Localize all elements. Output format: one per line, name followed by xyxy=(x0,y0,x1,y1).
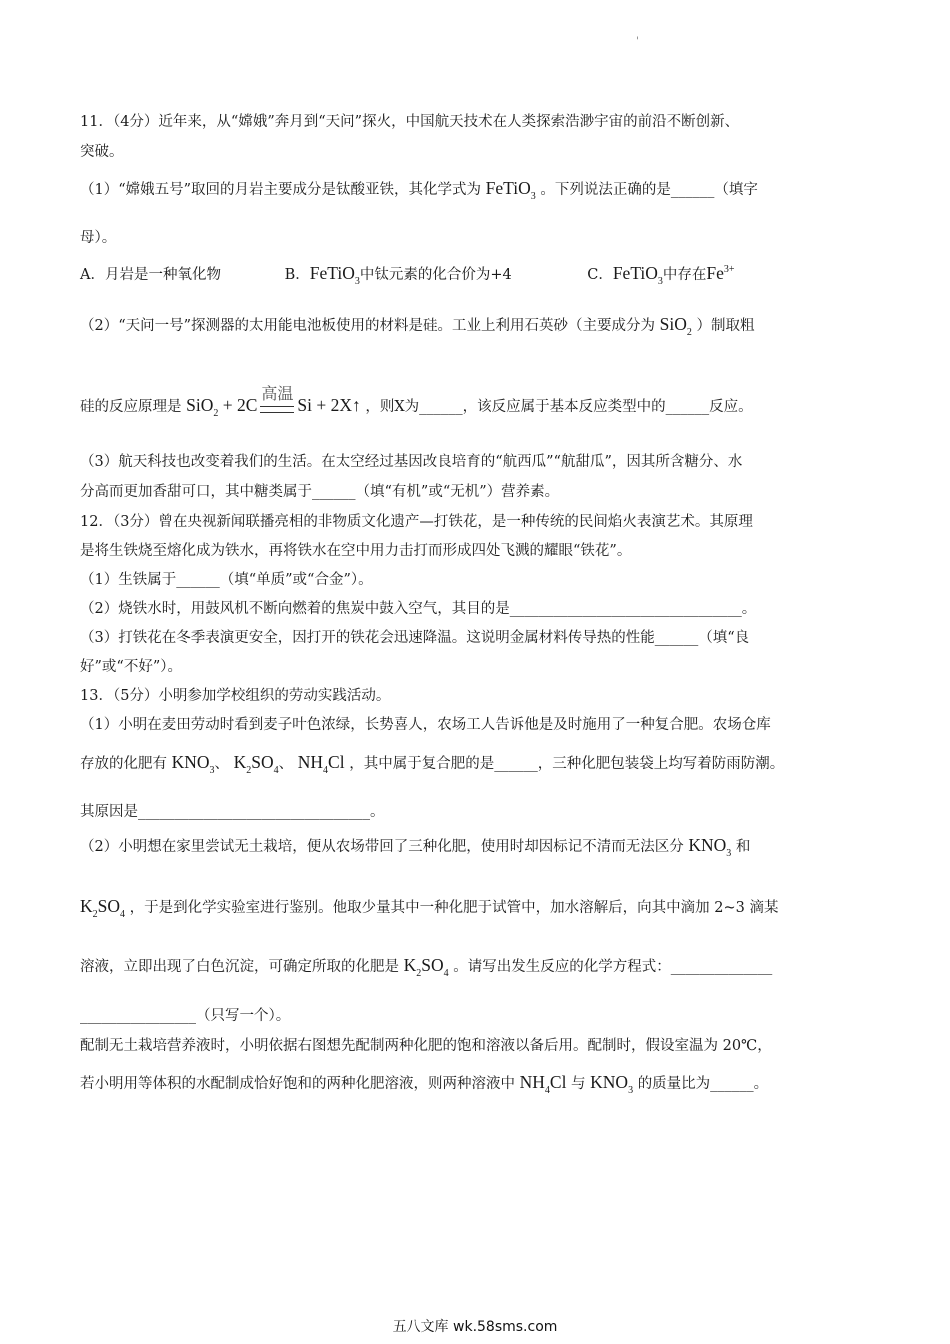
q13-part3-text-a: 若小明用等体积的水配制成恰好饱和的两种化肥溶液，则两种溶液中 xyxy=(80,1076,515,1092)
q13-part3-line2 xyxy=(80,1072,880,1101)
nh4cl-formula: $NH_4Cl$ xyxy=(519,1072,567,1096)
q11-part2-text-d: ，则X为______，该反应属于基本反应类型中的______反应。 xyxy=(365,399,753,415)
q13-part1-line2: 存放的化肥有 $KNO_3$、 $K_2SO_4$、 $NH_4Cl$ ，其中属于复合肥的是______，三种化肥包装袋上均写着防雨防潮。 xyxy=(80,752,785,776)
option-a: A．月岩是一种氧化物 xyxy=(80,267,221,283)
q13-part3-text-b: 的质量比为______。 xyxy=(637,1076,769,1092)
q11-stem-line1: 11．（4分）近年来，从“嫦娥”奔月到“天问”探火，中国航天技术在人类探索浩渺宇宙的前沿不断创新、 xyxy=(80,114,740,130)
q11-options xyxy=(80,260,880,292)
kno3-formula: $KNO_3$ xyxy=(590,1072,634,1096)
kno3-formula: $KNO_3$ xyxy=(171,752,215,776)
q11-part2-line1 xyxy=(80,314,880,343)
k2so4-formula: $K_2SO_4$ xyxy=(233,752,279,776)
q11-part1 xyxy=(80,178,880,207)
q13-part2-text-c: 溶液，立即出现了白色沉淀，可确定所取的化肥是 xyxy=(80,959,399,975)
q13-stem: 13．（5分）小明参加学校组织的劳动实践活动。 xyxy=(80,688,391,704)
header-mark: ' xyxy=(636,36,639,47)
footer-watermark: 五八文库 wk.58sms.com xyxy=(392,1319,558,1335)
q13-part1-text-a: 存放的化肥有 xyxy=(80,756,167,772)
q11-part2-text-a: （2）“天问一号”探测器的太用能电池板使用的材料是硅。工业上利用石英砂（主要成分为 xyxy=(80,318,656,334)
option-c: C．FeTiO$_3$中存在$Fe^{3+}$ xyxy=(587,263,735,287)
q11-part2-text-c: 硅的反应原理是 xyxy=(80,399,182,415)
k2so4-formula: $K_2SO_4$ xyxy=(80,896,126,920)
q11-stem-line2: 突破。 xyxy=(80,144,124,160)
q12-stem-line2: 是将生铁烧至熔化成为铁水，再将铁水在空中用力击打而形成四处飞溅的耀眼“铁花”。 xyxy=(80,543,632,559)
q13-part1-line1: （1）小明在麦田劳动时看到麦子叶色浓绿，长势喜人，农场工人告诉他是及时施用了一种复合肥。农场仓库 xyxy=(80,717,771,733)
q11-part2-line2 xyxy=(80,384,880,424)
q11-part1-formula: FeTiO$_3$ xyxy=(485,178,536,202)
q13-part2-text-a: （2）小明想在家里尝试无土栽培，便从农场带回了三种化肥，使用时却因标记不清而无法区分 xyxy=(80,839,684,855)
q11-part1-text-a: （1）“嫦娥五号”取回的月岩主要成分是钛酸亚铁，其化学式为 xyxy=(80,182,482,198)
q11-part1-line2: 母）。 xyxy=(80,230,117,246)
q13-part2-line1 xyxy=(80,835,880,864)
q12-part1: （1）生铁属于______（填“单质”或“合金”）。 xyxy=(80,572,373,588)
k2so4-formula: $K_2SO_4$ xyxy=(403,955,449,979)
equals-sign-with-condition: 高温 xyxy=(260,406,294,413)
q13-part1-line3: 其原因是________________________________。 xyxy=(80,804,385,820)
q11-part3-line1: （3）航天科技也改变着我们的生活。在太空经过基因改良培育的“航西瓜”“航甜瓜”，因其所含糖分、水 xyxy=(80,454,743,470)
sio2-formula: SiO$_2$ xyxy=(659,314,692,338)
q12-stem-line1: 12．（3分）曾在央视新闻联播亮相的非物质文化遗产—打铁花，是一种传统的民间焰火表演艺术。其原理 xyxy=(80,514,753,530)
q13-part3-line1: 配制无土栽培营养液时，小明依据右图想先配制两种化肥的饱和溶液以备后用。配制时，假设室温为 20℃， xyxy=(80,1038,772,1054)
q12-part2: （2）烧铁水时，用鼓风机不断向燃着的焦炭中鼓入空气，其目的是________________________________。 xyxy=(80,601,757,617)
q11-part3-line2: 分高而更加香甜可口，其中糖类属于______（填“有机”或“无机”）营养素。 xyxy=(80,484,560,500)
and-text: 和 xyxy=(735,839,751,855)
reaction-equation: SiO$_2$ + 2C 高温 Si + 2X↑ xyxy=(186,384,361,419)
q13-part2-line2 xyxy=(80,896,880,925)
nh4cl-formula: $NH_4Cl$ xyxy=(297,752,345,776)
q12-part3-line1: （3）打铁花在冬季表演更安全，因打开的铁花会迅速降温。这说明金属材料传导热的性能______（填“良 xyxy=(80,630,750,646)
q13-part2-text-d: 。请写出发生反应的化学方程式：______________ xyxy=(453,959,773,975)
option-b: B．FeTiO$_3$中钛元素的化合价为+4 xyxy=(284,263,512,287)
q13-part2-line3 xyxy=(80,955,880,984)
q13-part2-text-b: ，于是到化学实验室进行鉴别。他取少量其中一种化肥于试管中，加水溶解后，向其中滴加 2~3 滴某 xyxy=(129,900,779,916)
q12-part3-line2: 好”或“不好”）。 xyxy=(80,659,182,675)
q11-part2-text-b: ）制取粗 xyxy=(696,318,755,334)
q13-part1-text-b: ，其中属于复合肥的是______，三种化肥包装袋上均写着防雨防潮。 xyxy=(349,756,785,772)
kno3-formula: $KNO_3$ xyxy=(688,835,732,859)
q11-part1-text-b: 。下列说法正确的是______（填字 xyxy=(540,182,758,198)
q13-part2-line4: ________________（只写一个）。 xyxy=(80,1008,291,1024)
and-text: 与 xyxy=(571,1076,586,1092)
